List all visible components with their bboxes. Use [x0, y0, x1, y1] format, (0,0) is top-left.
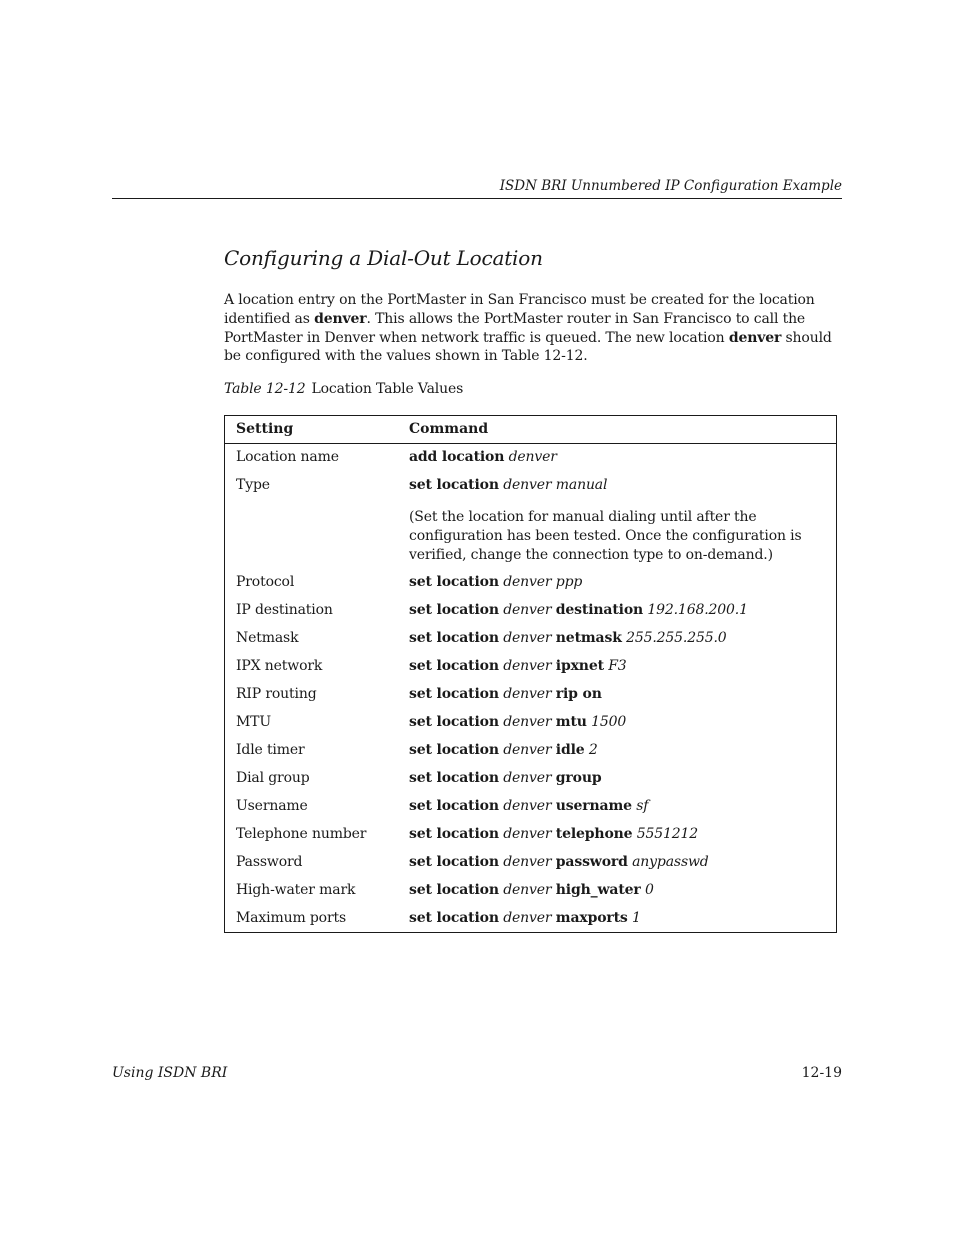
command-keyword: maxports: [555, 910, 628, 926]
command-cell: [409, 714, 626, 730]
table-row: [225, 854, 836, 882]
command-cell: [409, 477, 607, 493]
para-text-1: A location entry on the PortMaster in San Francisco must be created for the location identified as: [224, 292, 815, 327]
command-keyword: password: [555, 854, 628, 870]
command-argument: 1500: [591, 714, 627, 730]
command-keyword: username: [555, 798, 632, 814]
table-row: [225, 826, 836, 854]
footer-book-title: Using ISDN BRI: [112, 1065, 228, 1081]
table-body: [225, 444, 836, 938]
table-row: [225, 798, 836, 826]
command-keyword: set location: [409, 826, 499, 842]
page-number: 12-19: [801, 1065, 842, 1081]
setting-cell: Telephone number: [236, 826, 367, 842]
para-text-2: . This allows the PortMaster router in San Francisco to call the PortMaster in Denver when network traffic is queued. The new location: [224, 310, 806, 346]
command-keyword: set location: [409, 658, 499, 674]
table-row: [225, 602, 836, 630]
table-row: [225, 449, 836, 477]
table-row: [225, 574, 836, 602]
command-argument: 1: [631, 910, 641, 926]
table-header: [225, 416, 836, 444]
setting-cell: Dial group: [236, 770, 310, 786]
table-row: [225, 658, 836, 686]
header-setting: Setting: [236, 421, 294, 437]
command-argument: denver: [503, 630, 552, 646]
command-cell: [409, 910, 641, 926]
command-cell: [409, 826, 698, 842]
table-caption-text: Location Table Values: [311, 381, 464, 397]
command-keyword: set location: [409, 770, 499, 786]
command-keyword: set location: [409, 798, 499, 814]
command-argument: denver: [503, 910, 552, 926]
command-keyword: set location: [409, 574, 499, 590]
command-keyword: rip on: [555, 686, 602, 702]
setting-cell: Username: [236, 798, 308, 814]
command-argument: 5551212: [636, 826, 699, 842]
command-argument: sf: [636, 798, 649, 814]
command-argument: 192.168.200.1: [647, 602, 748, 618]
command-keyword: high_water: [555, 882, 641, 898]
table-row: [225, 630, 836, 658]
command-cell: [409, 602, 748, 618]
command-keyword: destination: [555, 602, 644, 618]
table-row: [225, 477, 836, 505]
table-caption-label: Table 12-12: [224, 381, 306, 397]
command-argument: denver: [503, 742, 552, 758]
setting-cell: Maximum ports: [236, 910, 347, 926]
command-argument: 0: [644, 882, 654, 898]
command-keyword: netmask: [555, 630, 622, 646]
command-argument: denver: [503, 658, 552, 674]
command-argument: denver: [503, 770, 552, 786]
command-argument: denver: [503, 826, 552, 842]
command-cell: (Set the location for manual dialing until after the configuration has been tested. Once the configuration is verified, change the connection type to on-demand.): [409, 509, 802, 563]
command-cell: [409, 658, 627, 674]
command-keyword: set location: [409, 742, 499, 758]
command-cell: [409, 854, 709, 870]
command-argument: 2: [588, 742, 598, 758]
setting-cell: High-water mark: [236, 882, 356, 898]
command-argument: denver manual: [503, 477, 608, 493]
command-cell: [409, 630, 727, 646]
command-cell: [409, 882, 654, 898]
command-keyword: set location: [409, 882, 499, 898]
command-argument: denver: [503, 882, 552, 898]
setting-cell: Location name: [236, 449, 339, 465]
command-argument: anypasswd: [632, 854, 709, 870]
table-row: [225, 742, 836, 770]
table-row: [225, 505, 836, 574]
command-argument: denver: [503, 714, 552, 730]
command-argument: denver: [508, 449, 557, 465]
location-table: [224, 415, 837, 933]
table-row: [225, 686, 836, 714]
setting-cell: Password: [236, 854, 303, 870]
intro-paragraph: [224, 291, 840, 366]
command-keyword: set location: [409, 602, 499, 618]
para-bold-2: denver: [728, 329, 782, 346]
command-keyword: set location: [409, 630, 499, 646]
command-cell: [409, 742, 598, 758]
setting-cell: IP destination: [236, 602, 333, 618]
running-head: ISDN BRI Unnumbered IP Configuration Example: [499, 178, 842, 194]
command-argument: denver: [503, 602, 552, 618]
setting-cell: IPX network: [236, 658, 323, 674]
setting-cell: MTU: [236, 714, 272, 730]
command-keyword: mtu: [555, 714, 587, 730]
command-keyword: group: [555, 770, 602, 786]
table-row: [225, 714, 836, 742]
command-keyword: set location: [409, 910, 499, 926]
setting-cell: RIP routing: [236, 686, 317, 702]
section-title: Configuring a Dial-Out Location: [224, 246, 543, 270]
header-rule: [112, 198, 842, 199]
command-cell: [409, 798, 648, 814]
header-command: Command: [409, 421, 489, 437]
command-keyword: add location: [409, 449, 505, 465]
command-cell: [409, 770, 602, 786]
setting-cell: Netmask: [236, 630, 299, 646]
para-bold-1: denver: [314, 310, 367, 327]
command-keyword: ipxnet: [555, 658, 604, 674]
para-text-3: should be configured with the values shown in Table 12-12.: [224, 329, 832, 365]
setting-cell: Type: [236, 477, 270, 493]
command-keyword: set location: [409, 686, 499, 702]
command-keyword: set location: [409, 477, 499, 493]
table-caption: [224, 381, 463, 397]
command-argument: denver: [503, 854, 552, 870]
setting-cell: Idle timer: [236, 742, 305, 758]
command-cell: [409, 574, 582, 590]
command-argument: 255.255.255.0: [626, 630, 727, 646]
command-keyword: set location: [409, 714, 499, 730]
table-row: [225, 910, 836, 938]
command-argument: denver: [503, 798, 552, 814]
command-argument: F3: [608, 658, 627, 674]
table-row: [225, 770, 836, 798]
table-row: [225, 882, 836, 910]
command-cell: [409, 686, 602, 702]
command-argument: denver: [503, 686, 552, 702]
command-keyword: telephone: [555, 826, 633, 842]
command-cell: [409, 449, 557, 465]
command-argument: denver ppp: [503, 574, 583, 590]
command-keyword: idle: [555, 742, 585, 758]
command-keyword: set location: [409, 854, 499, 870]
setting-cell: Protocol: [236, 574, 295, 590]
